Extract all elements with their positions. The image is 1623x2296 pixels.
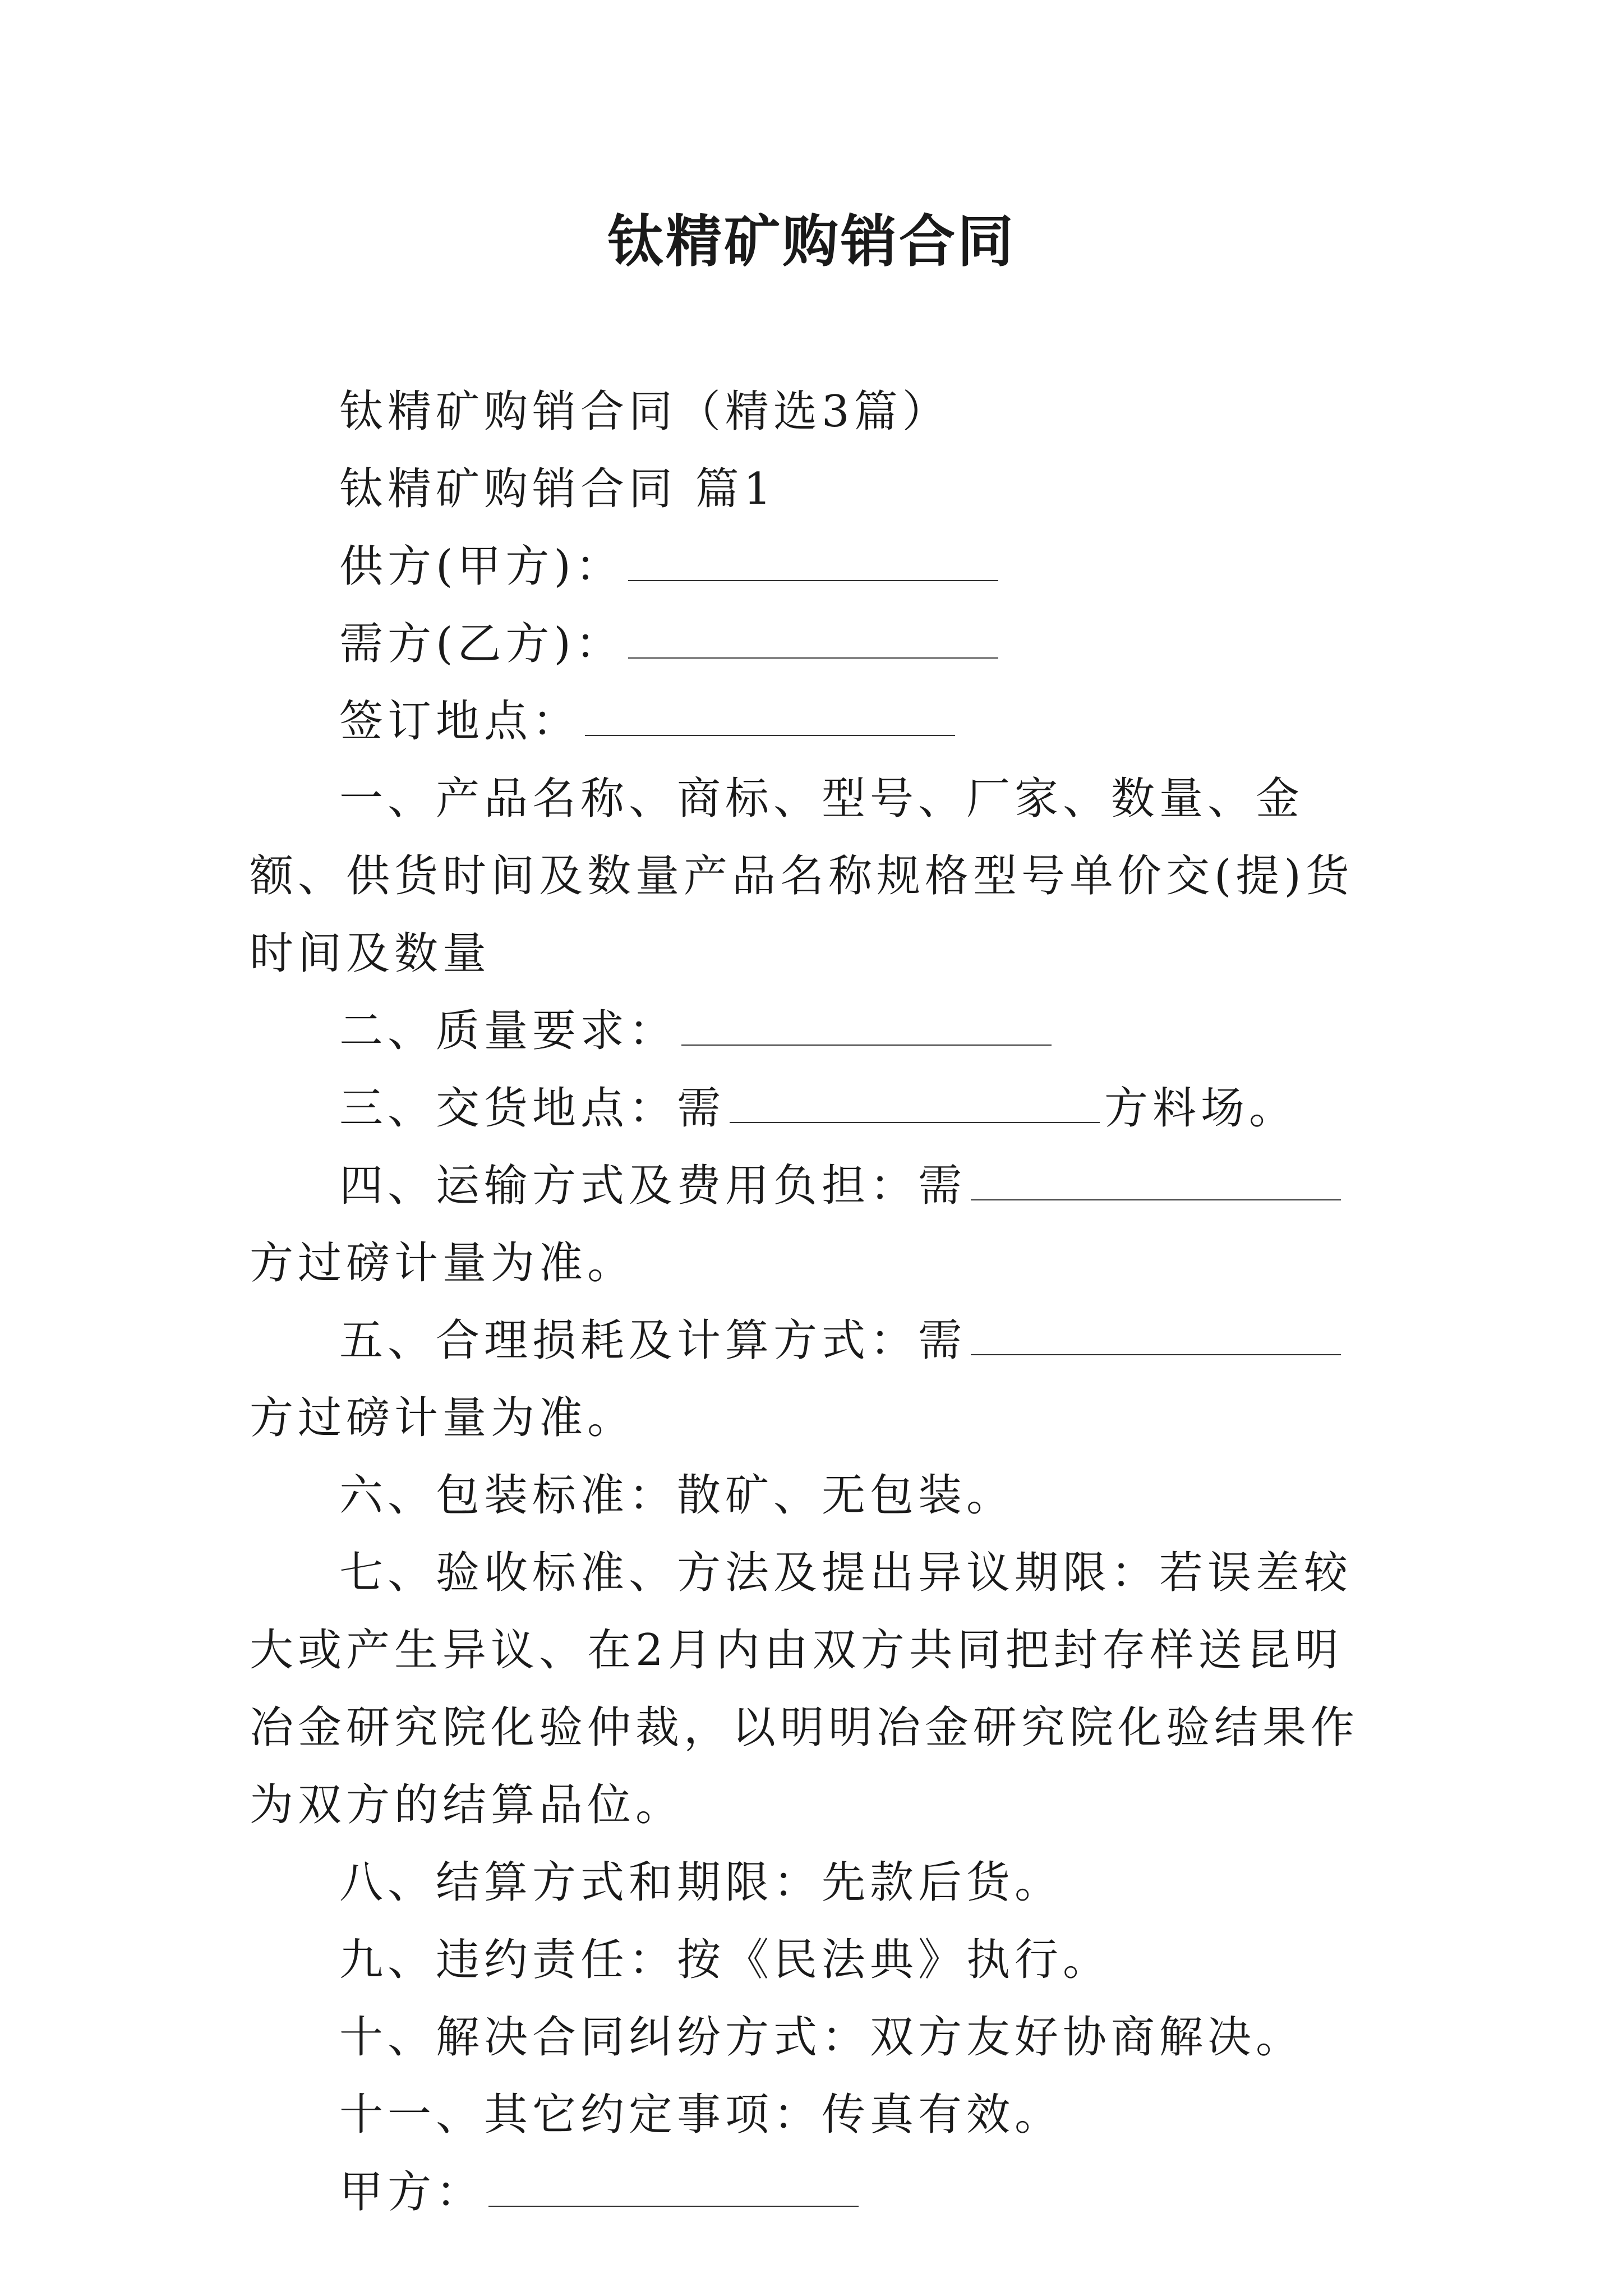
paragraph-suffix: 方过磅计量为准。 bbox=[250, 1393, 636, 1443]
paragraph bbox=[250, 1999, 1388, 2076]
paragraph bbox=[250, 2154, 1388, 2231]
paragraph bbox=[250, 605, 1388, 683]
paragraph-text: 十、解决合同纠纷方式：双方友好协商解决。 bbox=[339, 2012, 1304, 2063]
document-title: 钛精矿购销合同 bbox=[607, 208, 1016, 274]
fill-in-blank[interactable] bbox=[628, 618, 998, 659]
paragraph-text: 十一、其它约定事项：传真有效。 bbox=[339, 2090, 1063, 2140]
paragraph bbox=[250, 1070, 1388, 1147]
fill-in-blank[interactable] bbox=[488, 2166, 859, 2207]
document-body bbox=[250, 373, 1388, 2231]
paragraph-text: 九、违约责任：按《民法典》执行。 bbox=[339, 1935, 1112, 1985]
paragraph-text: 签订地点： bbox=[339, 696, 581, 747]
fill-in-blank[interactable] bbox=[681, 1005, 1052, 1046]
paragraph-text: 钛精矿购销合同 篇1 bbox=[339, 464, 776, 514]
paragraph bbox=[250, 1457, 1388, 1534]
fill-in-blank[interactable] bbox=[730, 1083, 1100, 1123]
paragraph-text: 需方(乙方)： bbox=[339, 619, 624, 669]
paragraph-text: 六、包装标准：散矿、无包装。 bbox=[339, 1470, 1015, 1521]
paragraph-text: 三、交货地点：需 bbox=[339, 1083, 726, 1134]
paragraph bbox=[250, 528, 1388, 605]
fill-in-blank[interactable] bbox=[628, 541, 998, 581]
paragraph bbox=[250, 1147, 1388, 1302]
paragraph-text: 四、运输方式及费用负担：需 bbox=[339, 1161, 967, 1211]
paragraph bbox=[250, 2076, 1388, 2154]
paragraph-text: 甲方： bbox=[339, 2167, 485, 2217]
paragraph-suffix: 方过磅计量为准。 bbox=[250, 1238, 636, 1289]
fill-in-blank[interactable] bbox=[585, 696, 955, 736]
paragraph-text: 八、结算方式和期限：先款后货。 bbox=[339, 1857, 1063, 1908]
fill-in-blank[interactable] bbox=[971, 1315, 1341, 1355]
paragraph-text: 七、验收标准、方法及提出异议期限：若误差较大或产生异议、在2月内由双方共同把封存样送昆明冶金研究院化验仲裁，以明明冶金研究院化验结果作为双方的结算品位。 bbox=[250, 1548, 1359, 1830]
fill-in-blank[interactable] bbox=[971, 1160, 1341, 1200]
paragraph bbox=[250, 992, 1388, 1070]
paragraph bbox=[250, 1302, 1388, 1457]
paragraph-text: 一、产品名称、商标、型号、厂家、数量、金额、供货时间及数量产品名称规格型号单价交(提)货时间及数量 bbox=[250, 774, 1354, 979]
paragraph-text: 二、质量要求： bbox=[339, 1006, 677, 1056]
paragraph bbox=[250, 450, 1388, 528]
paragraph bbox=[250, 1921, 1388, 1999]
paragraph bbox=[250, 683, 1388, 760]
paragraph-text: 钛精矿购销合同（精选3篇） bbox=[339, 386, 951, 437]
paragraph bbox=[250, 1534, 1388, 1844]
paragraph-text: 五、合理损耗及计算方式：需 bbox=[339, 1315, 967, 1366]
paragraph bbox=[250, 1844, 1388, 1921]
paragraph-suffix: 方料场。 bbox=[1104, 1083, 1298, 1134]
paragraph-text: 供方(甲方)： bbox=[339, 541, 624, 592]
paragraph bbox=[250, 373, 1388, 450]
paragraph bbox=[250, 760, 1388, 992]
